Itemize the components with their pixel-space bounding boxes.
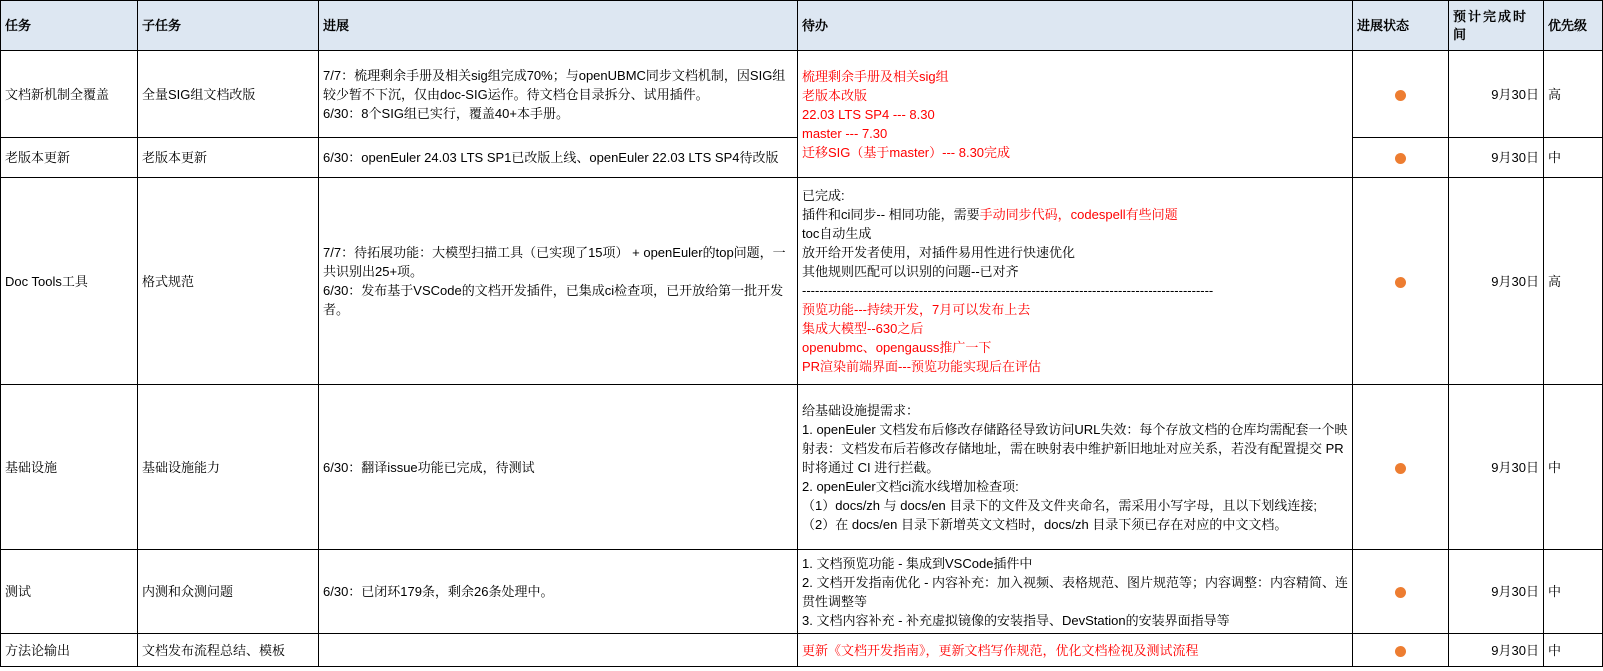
text-line <box>802 420 1348 477</box>
text-segment: 2. 文档开发指南优化 - 内容补充：加入视频、表格规范、图片规范等；内容调整：内容精简、连贯性调整等 <box>802 574 1349 609</box>
task-cell[interactable]: 测试 <box>1 550 138 634</box>
text-segment: 其他规则匹配可以识别的问题--已对齐 <box>802 264 1019 279</box>
status-dot-icon <box>1395 90 1406 101</box>
text-line <box>802 224 1348 243</box>
text-segment: 6/30：发布基于VSCode的文档开发插件，已集成ci检查项，已开放给第一批开发者。 <box>323 283 784 317</box>
text-line <box>802 105 1348 124</box>
priority-cell[interactable]: 高 <box>1544 51 1603 138</box>
highlighted-text: 迁移SIG（基于master）--- 8.30完成 <box>802 144 1011 160</box>
col-header-todo[interactable]: 待办 <box>798 1 1353 51</box>
subtask-cell[interactable]: 格式规范 <box>138 178 319 385</box>
status-cell[interactable] <box>1353 550 1449 634</box>
text-line <box>323 582 793 601</box>
text-segment: （1）docs/zh 与 docs/en 目录下的文件及文件夹命名，需采用小写字母，且以下划线连接; <box>802 497 1318 513</box>
todo-cell[interactable] <box>798 178 1353 385</box>
due-date-cell[interactable]: 9月30日 <box>1449 138 1544 178</box>
text-line <box>323 243 793 281</box>
text-segment: ----------------------------------------------------------------------------------------------- <box>802 283 1214 298</box>
table-row <box>1 385 1603 550</box>
col-header-due[interactable]: 预计完成时间 <box>1449 1 1544 51</box>
progress-cell[interactable] <box>319 178 798 385</box>
text-line <box>802 573 1348 611</box>
priority-cell[interactable]: 中 <box>1544 550 1603 634</box>
text-line <box>802 205 1348 224</box>
col-header-task[interactable]: 任务 <box>1 1 138 51</box>
status-cell[interactable] <box>1353 51 1449 138</box>
table-row <box>1 634 1603 667</box>
col-header-progress[interactable]: 进展 <box>319 1 798 51</box>
progress-cell[interactable] <box>319 385 798 550</box>
table-body <box>1 51 1603 667</box>
text-line <box>802 86 1348 105</box>
todo-cell[interactable] <box>798 51 1353 178</box>
text-line <box>802 300 1348 319</box>
text-segment: （2）在 docs/en 目录下新增英文文档时，docs/zh 目录下须已存在对应的中文文档。 <box>802 516 1288 532</box>
due-date-cell[interactable]: 9月30日 <box>1449 385 1544 550</box>
highlighted-text: 22.03 LTS SP4 --- 8.30 <box>802 106 935 122</box>
highlighted-text: 更新《文档开发指南》，更新文档写作规范，优化文档检视及测试流程 <box>802 642 1199 658</box>
text-line <box>802 477 1348 496</box>
task-cell[interactable]: 基础设施 <box>1 385 138 550</box>
status-cell[interactable] <box>1353 634 1449 667</box>
table-row <box>1 51 1603 138</box>
table-row <box>1 178 1603 385</box>
text-segment: 已完成: <box>802 188 845 203</box>
task-cell[interactable]: 方法论输出 <box>1 634 138 667</box>
progress-cell[interactable] <box>319 634 798 667</box>
text-line <box>802 496 1348 515</box>
highlighted-text: master --- 7.30 <box>802 125 888 141</box>
text-line <box>802 338 1348 357</box>
task-cell[interactable]: 老版本更新 <box>1 138 138 178</box>
text-line <box>802 554 1348 573</box>
text-segment: 7/7：梳理剩余手册及相关sig组完成70%；与openUBMC同步文档机制，因SIG组较少暂不下沉，仅由doc-SIG运作。待文档仓目录拆分、试用插件。 <box>323 67 786 102</box>
subtask-cell[interactable]: 内测和众测问题 <box>138 550 319 634</box>
text-segment: toc自动生成 <box>802 226 872 241</box>
text-segment: 3. 文档内容补充 - 补充虚拟镜像的安装指导、DevStation的安装界面指导等 <box>802 612 1230 628</box>
progress-cell[interactable] <box>319 51 798 138</box>
text-segment: 给基础设施提需求： <box>802 402 920 418</box>
text-segment: 1. 文档预览功能 - 集成到VSCode插件中 <box>802 555 1033 571</box>
highlighted-text: 老版本改版 <box>802 87 868 103</box>
text-line <box>802 357 1348 376</box>
subtask-cell[interactable]: 基础设施能力 <box>138 385 319 550</box>
col-header-priority[interactable]: 优先级 <box>1544 1 1603 51</box>
priority-cell[interactable]: 中 <box>1544 138 1603 178</box>
highlighted-text: 手动同步代码，codespell有些问题 <box>979 207 1178 222</box>
status-cell[interactable] <box>1353 138 1449 178</box>
text-line <box>802 611 1348 630</box>
text-line <box>802 319 1348 338</box>
status-cell[interactable] <box>1353 385 1449 550</box>
text-segment: 7/7：待拓展功能：大模型扫描工具（已实现了15项） + openEuler的top问题，一共识别出25+项。 <box>323 245 786 279</box>
header-row <box>1 1 1603 51</box>
text-segment: 2. openEuler文档ci流水线增加检查项: <box>802 478 1019 494</box>
text-segment: 1. openEuler 文档发布后修改存储路径导致访问URL失效：每个存放文档的仓库均需配套一个映射表：文档发布后若修改存储地址，需在映射表中维护新旧地址对应关系，若没有配置提交 PR 时将通过 CI 进行拦截。 <box>802 421 1348 475</box>
status-dot-icon <box>1395 153 1406 164</box>
todo-cell[interactable] <box>798 634 1353 667</box>
task-cell[interactable]: Doc Tools工具 <box>1 178 138 385</box>
status-cell[interactable] <box>1353 178 1449 385</box>
text-segment: 6/30：openEuler 24.03 LTS SP1已改版上线、openEuler 22.03 LTS SP4待改版 <box>323 150 779 165</box>
text-line <box>323 148 793 167</box>
text-line <box>802 401 1348 420</box>
priority-cell[interactable]: 中 <box>1544 634 1603 667</box>
text-line <box>802 641 1348 660</box>
highlighted-text: 预览功能---持续开发，7月可以发布上去 <box>802 302 1031 317</box>
text-line <box>323 66 793 104</box>
due-date-cell[interactable]: 9月30日 <box>1449 634 1544 667</box>
highlighted-text: 梳理剩余手册及相关sig组 <box>802 68 949 84</box>
text-segment: 放开给开发者使用，对插件易用性进行快速优化 <box>802 245 1076 260</box>
status-dot-icon <box>1395 646 1406 657</box>
status-dot-icon <box>1395 277 1406 288</box>
progress-cell[interactable] <box>319 550 798 634</box>
status-dot-icon <box>1395 587 1406 598</box>
highlighted-text: 集成大模型--630之后 <box>802 321 924 336</box>
text-line <box>802 67 1348 86</box>
text-line <box>802 124 1348 143</box>
text-line <box>802 262 1348 281</box>
progress-cell[interactable] <box>319 138 798 178</box>
task-cell[interactable]: 文档新机制全覆盖 <box>1 51 138 138</box>
text-line <box>802 515 1348 534</box>
text-segment: 6/30：已闭环179条，剩余26条处理中。 <box>323 584 554 599</box>
text-line <box>802 281 1348 300</box>
todo-cell[interactable] <box>798 550 1353 634</box>
priority-cell[interactable]: 中 <box>1544 385 1603 550</box>
text-line <box>323 281 793 319</box>
due-date-cell[interactable]: 9月30日 <box>1449 178 1544 385</box>
text-line <box>802 243 1348 262</box>
status-dot-icon <box>1395 463 1406 474</box>
table-row <box>1 550 1603 634</box>
todo-cell[interactable] <box>798 385 1353 550</box>
subtask-cell[interactable]: 全量SIG组文档改版 <box>138 51 319 138</box>
text-segment: 6/30：翻译issue功能已完成，待测试 <box>323 459 535 475</box>
subtask-cell[interactable]: 老版本更新 <box>138 138 319 178</box>
table-header <box>1 1 1603 51</box>
subtask-cell[interactable]: 文档发布流程总结、模板 <box>138 634 319 667</box>
text-segment: 插件和ci同步-- 相同功能，需要 <box>802 207 980 222</box>
due-date-cell[interactable]: 9月30日 <box>1449 51 1544 138</box>
text-line <box>802 143 1348 162</box>
highlighted-text: PR渲染前端界面---预览功能实现后在评估 <box>802 359 1042 374</box>
text-line <box>323 104 793 123</box>
text-segment: 6/30：8个SIG组已实行，覆盖40+本手册。 <box>323 105 569 121</box>
priority-cell[interactable]: 高 <box>1544 178 1603 385</box>
text-line <box>802 186 1348 205</box>
text-line <box>323 458 793 477</box>
highlighted-text: openubmc、opengauss推广一下 <box>802 340 992 355</box>
col-header-subtask[interactable]: 子任务 <box>138 1 319 51</box>
col-header-status[interactable]: 进展状态 <box>1353 1 1449 51</box>
due-date-cell[interactable]: 9月30日 <box>1449 550 1544 634</box>
